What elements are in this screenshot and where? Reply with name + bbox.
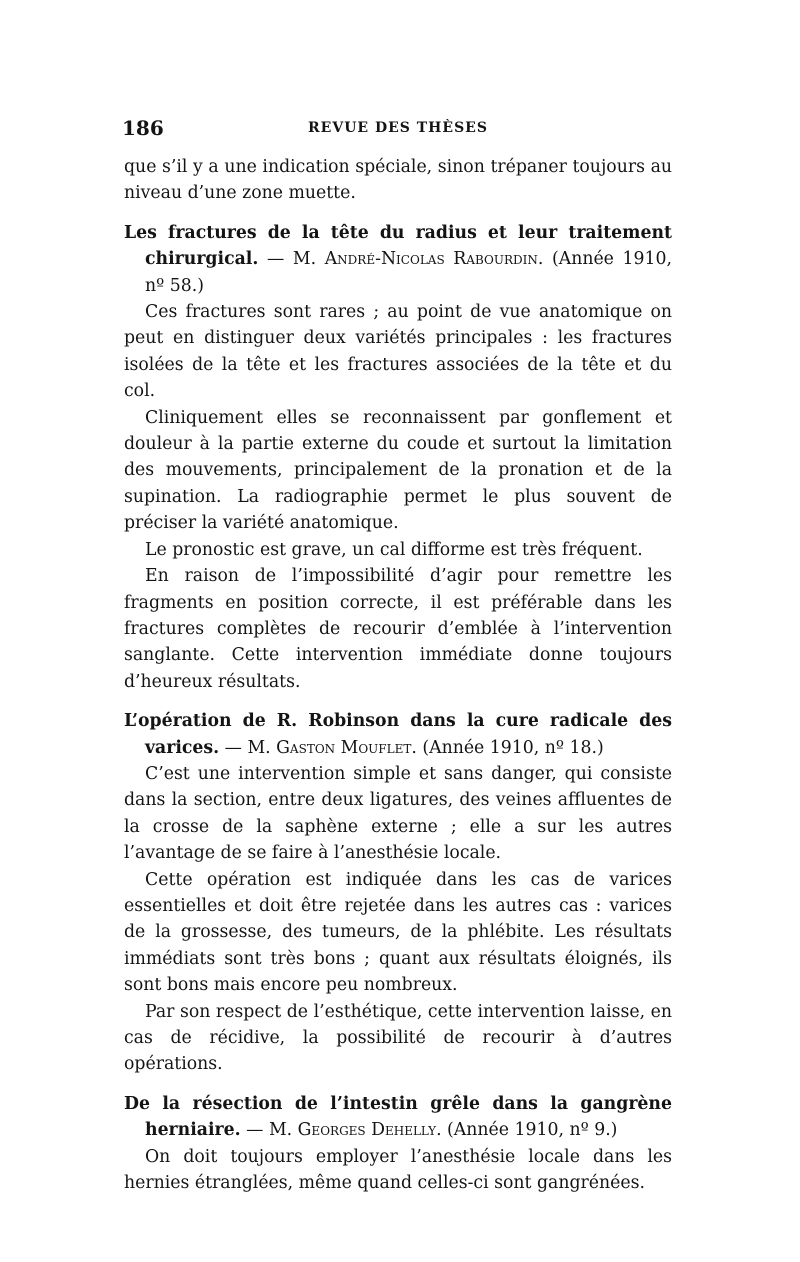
article-author: Gaston Mouflet	[276, 737, 412, 758]
article-robinson-varices	[124, 708, 672, 1078]
body-paragraph: Le pronostic est grave, un cal difforme est très fréquent.	[145, 539, 643, 560]
article-radius-fractures	[124, 220, 672, 695]
body-paragraph: Cliniquement elles se reconnaissent par gonflement et douleur à la partie externe du coude et surtout la limitation des mouvements, principalement de la pronation et de la supination. La radiographie permet le plus souvent de préciser la variété anatomique.	[124, 407, 672, 534]
article-title: Les fractures de la tête du radius et leur traitement chirurgical.	[124, 222, 672, 270]
running-title: REVUE DES THÈSES	[308, 120, 488, 136]
body-paragraph: C’est une intervention simple et sans danger, qui consiste dans la section, entre deux ligatures, des veines affluentes de la crosse de la saphène externe ; elle a sur les autres l’avantage de se faire à l’anesthésie locale.	[124, 763, 672, 864]
article-heading	[124, 1091, 672, 1144]
author-dash: — M.	[240, 1120, 298, 1141]
article-heading	[124, 220, 672, 299]
intro-paragraph: que s’il y a une indication spéciale, sinon trépaner toujours au niveau d’une zone muette.	[124, 157, 672, 204]
page-header	[124, 116, 672, 144]
body-paragraph: En raison de l’impossibilité d’agir pour remettre les fragments en position correcte, il est préférable dans les fractures complètes de recourir d’emblée à l’intervention sanglante. Cette intervention immédiate donne toujours d’heureux résultats.	[124, 566, 672, 692]
page-number: 186	[122, 116, 164, 140]
author-dash: — M.	[258, 249, 325, 270]
article-author: Georges Dehelly	[297, 1120, 437, 1141]
author-dash: — M.	[219, 737, 277, 758]
body-paragraph: Ces fractures sont rares ; au point de vue anatomique on peut en distinguer deux variétés principales : les fractures isolées de la tête et les fractures associées de la tête et du col.	[124, 302, 672, 402]
article-citation: . (Année 1910, nº 9.)	[436, 1120, 618, 1141]
article-author: André-Nicolas Rabourdin	[324, 249, 538, 270]
book-page	[124, 116, 672, 1196]
article-title: L’opération de R. Robinson dans la cure radicale des varices.	[124, 711, 672, 758]
body-paragraph: Par son respect de l’esthétique, cette intervention laisse, en cas de récidive, la possibilité de recourir à d’autres opérations.	[124, 1001, 672, 1075]
article-intestine-resection	[124, 1091, 672, 1197]
article-heading	[124, 708, 672, 761]
article-citation: . (Année 1910, nº 18.)	[411, 737, 604, 758]
body-paragraph: Cette opération est indiquée dans les cas de varices essentielles et doit être rejetée dans les autres cas : varices de la grossesse, des tumeurs, de la phlébite. Les résultats immédiats sont très bons ; quant aux résultats éloignés, ils sont bons mais encore peu nombreux.	[124, 869, 672, 996]
body-paragraph: On doit toujours employer l’anesthésie locale dans les hernies étranglées, même quand celles-ci sont gangrénées.	[124, 1146, 672, 1194]
article-citation: . (Année 1910, nº 58.)	[145, 249, 672, 296]
article-title: De la résection de l’intestin grêle dans la gangrène herniaire.	[124, 1093, 672, 1141]
